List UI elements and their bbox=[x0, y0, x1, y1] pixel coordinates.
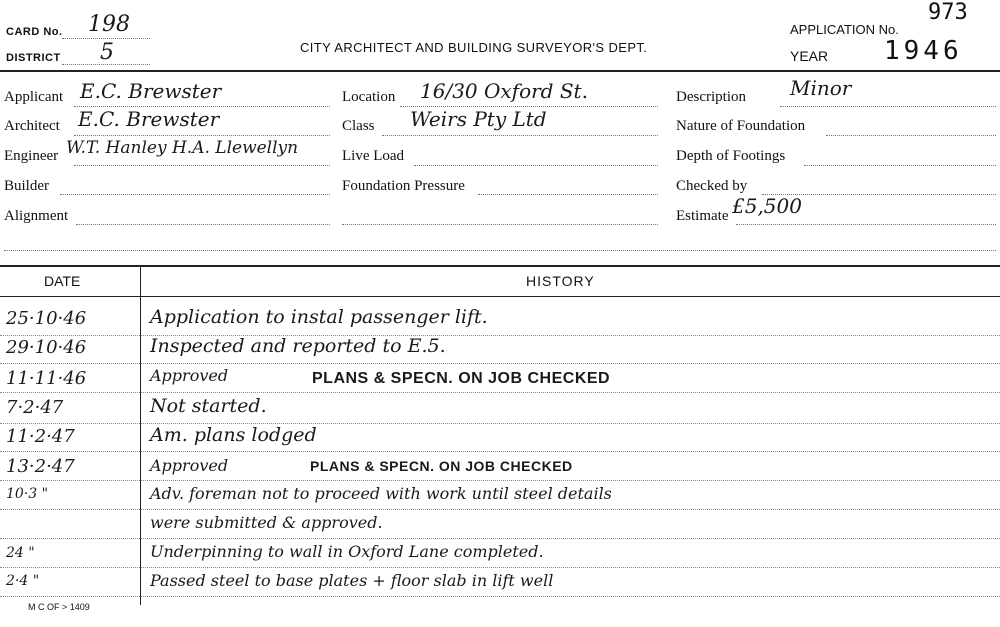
approval-stamp: PLANS & SPECN. ON JOB CHECKED bbox=[312, 370, 611, 387]
year-value: 1946 bbox=[884, 36, 963, 66]
foundation-pressure-label: Foundation Pressure bbox=[342, 178, 465, 194]
date-column-divider bbox=[140, 265, 141, 605]
history-row-text: Adv. foreman not to proceed with work until steel details bbox=[150, 484, 612, 503]
history-row-text: Passed steel to base plates + floor slab in lift well bbox=[150, 571, 554, 590]
estimate-label: Estimate bbox=[676, 208, 729, 224]
history-row-date: 10·3 " bbox=[6, 486, 49, 502]
history-row-date: 29·10·46 bbox=[6, 337, 87, 358]
nature-of-foundation-label: Nature of Foundation bbox=[676, 118, 806, 134]
engineer-value: W.T. Hanley H.A. Llewellyn bbox=[66, 138, 299, 158]
application-label: APPLICATION No. bbox=[790, 22, 899, 37]
history-row-text: Application to instal passenger lift. bbox=[150, 306, 488, 328]
checked-by-label: Checked by bbox=[676, 178, 748, 194]
builder-label: Builder bbox=[4, 178, 49, 194]
application-number: 973 bbox=[928, 0, 968, 25]
engineer-label: Engineer bbox=[4, 148, 59, 164]
class-value: Weirs Pty Ltd bbox=[410, 107, 547, 131]
history-row-text: Am. plans lodged bbox=[150, 424, 317, 446]
estimate-value: £5,500 bbox=[732, 194, 802, 218]
department-title: CITY ARCHITECT AND BUILDING SURVEYOR'S DEPT. bbox=[300, 40, 648, 55]
class-label: Class bbox=[342, 118, 375, 134]
depth-of-footings-label: Depth of Footings bbox=[676, 148, 786, 164]
location-label: Location bbox=[342, 89, 396, 105]
history-row-date: 7·2·47 bbox=[6, 397, 64, 418]
card-no-label: CARD No. bbox=[6, 26, 63, 38]
history-row-text: Underpinning to wall in Oxford Lane completed. bbox=[150, 542, 544, 561]
history-row-text: Approved bbox=[150, 456, 229, 475]
history-row-date: 24 " bbox=[6, 545, 35, 561]
header-divider bbox=[0, 70, 1000, 72]
description-value: Minor bbox=[790, 76, 852, 100]
history-row-text: were submitted & approved. bbox=[150, 513, 383, 532]
live-load-label: Live Load bbox=[342, 148, 405, 164]
architect-value: E.C. Brewster bbox=[78, 107, 220, 131]
district-value: 5 bbox=[100, 40, 114, 65]
card-no-value: 198 bbox=[88, 12, 130, 37]
history-header: HISTORY bbox=[526, 273, 595, 289]
history-row-text: Approved bbox=[150, 366, 229, 385]
year-label: YEAR bbox=[790, 48, 829, 64]
applicant-value: E.C. Brewster bbox=[80, 79, 222, 103]
history-row-date: 11·11·46 bbox=[6, 368, 87, 389]
history-top-border bbox=[0, 265, 1000, 267]
architect-label: Architect bbox=[4, 118, 60, 134]
location-value: 16/30 Oxford St. bbox=[420, 79, 588, 103]
history-row-date: 25·10·46 bbox=[6, 308, 87, 329]
district-label: DISTRICT bbox=[6, 52, 61, 64]
history-row-date: 2·4 " bbox=[6, 573, 40, 589]
history-row-date: 11·2·47 bbox=[6, 426, 75, 447]
date-header: DATE bbox=[44, 273, 81, 289]
history-row-text: Inspected and reported to E.5. bbox=[150, 335, 446, 357]
approval-stamp: PLANS & SPECN. ON JOB CHECKED bbox=[310, 458, 573, 474]
history-row-date: 13·2·47 bbox=[6, 456, 75, 477]
applicant-label: Applicant bbox=[4, 89, 64, 105]
history-header-border bbox=[0, 296, 1000, 297]
description-label: Description bbox=[676, 89, 746, 105]
history-row-text: Not started. bbox=[150, 395, 267, 417]
alignment-label: Alignment bbox=[4, 208, 69, 224]
form-code: M C OF > 1409 bbox=[28, 602, 90, 612]
